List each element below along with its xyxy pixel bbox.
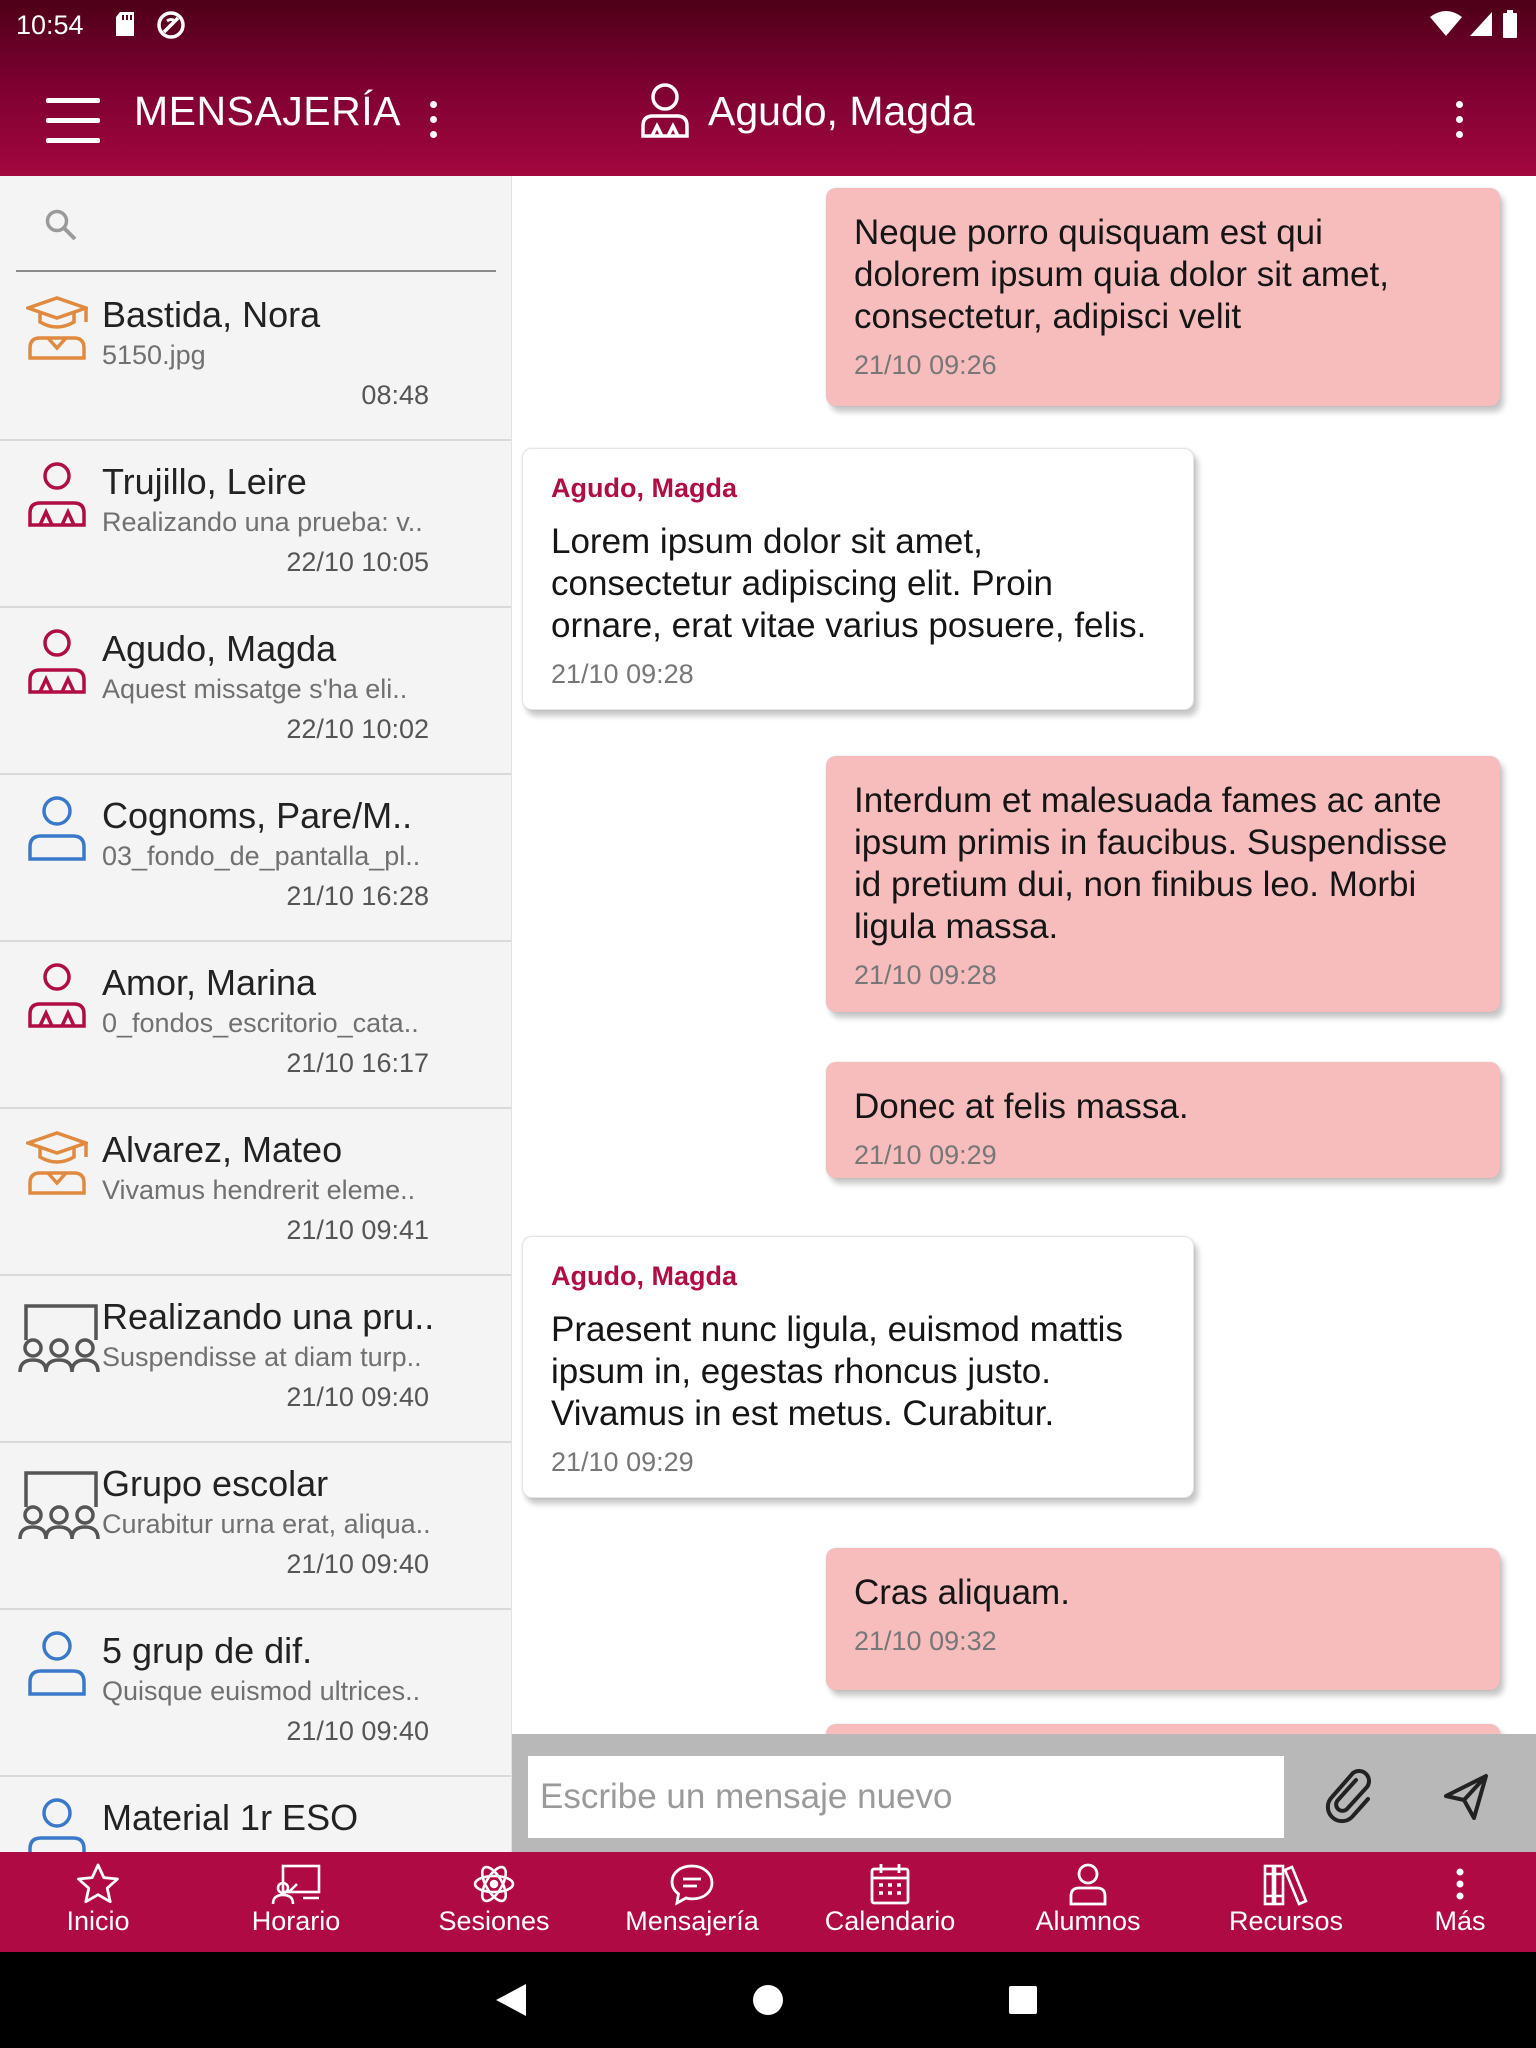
status-bar	[0, 0, 1536, 50]
sd-card-icon	[114, 11, 136, 42]
message-text: Neque porro quisquam est qui dolorem ipsum quia dolor sit amet, consectetur, adipisci velit	[854, 213, 1389, 336]
conversation-name: Alvarez, Mateo	[102, 1129, 343, 1170]
message-text: Cras aliquam.	[854, 1573, 1070, 1612]
parent-icon	[26, 1630, 88, 1701]
send-button[interactable]	[1426, 1756, 1506, 1836]
message-time: 21/10 09:29	[551, 1447, 694, 1477]
message-bubble-outgoing[interactable]	[826, 1062, 1500, 1178]
status-icons	[1430, 10, 1518, 43]
search-icon	[44, 208, 78, 247]
conversation-preview: Quisque euismod ultrices..	[102, 1676, 421, 1706]
conversation-name: Bastida, Nora	[102, 294, 321, 335]
conversation-name: Realizando una pru..	[102, 1296, 435, 1337]
conversation-time: 21/10 09:40	[286, 1382, 429, 1412]
conversation-item[interactable]	[0, 775, 512, 942]
nav-label: Recursos	[1228, 1906, 1344, 1936]
conversation-name: Cognoms, Pare/M..	[102, 795, 413, 836]
send-icon	[1426, 1823, 1506, 1840]
conversation-name: Amor, Marina	[102, 962, 317, 1003]
person-icon	[1068, 1862, 1108, 1906]
conversation-time: 21/10 09:40	[286, 1716, 429, 1746]
parent-icon	[26, 795, 88, 866]
conversation-preview: Vivamus hendrerit eleme..	[102, 1175, 416, 1205]
group-icon	[18, 1300, 100, 1381]
recents-icon[interactable]	[1008, 1985, 1038, 2020]
conversation-item[interactable]	[0, 1777, 512, 1852]
chat-more-options-button[interactable]	[1453, 101, 1465, 141]
menu-button[interactable]	[46, 98, 102, 144]
message-text: Interdum et malesuada fames ac ante ipsum primis in faucibus. Suspendisse id pretium dui, non finibus leo. Morbi ligula massa.	[854, 781, 1448, 946]
conversation-preview: Curabitur urna erat, aliqua..	[102, 1509, 431, 1539]
teacher-icon	[26, 962, 88, 1033]
battery-icon	[1502, 10, 1518, 43]
nav-label: Sesiones	[438, 1906, 550, 1936]
conversation-name: Agudo, Magda	[102, 628, 337, 669]
conversation-item[interactable]	[0, 608, 512, 775]
conversation-item[interactable]	[0, 274, 512, 441]
conversation-time: 21/10 09:40	[286, 1549, 429, 1579]
nav-label: Inicio	[66, 1906, 130, 1936]
wifi-icon	[1430, 11, 1462, 42]
app-more-options-button[interactable]	[427, 101, 439, 141]
status-time: 10:54	[16, 10, 84, 40]
conversation-time: 22/10 10:02	[286, 714, 429, 744]
conversation-item[interactable]	[0, 1610, 512, 1777]
message-bubble-partial	[826, 1724, 1500, 1734]
message-bubble-outgoing[interactable]	[826, 1548, 1500, 1690]
conversation-preview: 5150.jpg	[102, 340, 206, 370]
calendar-icon	[869, 1862, 911, 1906]
nav-item-calendario[interactable]	[800, 1852, 980, 1952]
teacher-icon	[26, 628, 88, 699]
nav-label: Horario	[251, 1906, 341, 1936]
message-time: 21/10 09:26	[854, 350, 997, 380]
more-icon	[1455, 1862, 1465, 1906]
books-icon	[1262, 1862, 1310, 1906]
conversation-item[interactable]	[0, 942, 512, 1109]
message-time: 21/10 09:28	[551, 659, 694, 689]
message-time: 21/10 09:32	[854, 1626, 997, 1656]
student-icon	[26, 1129, 88, 1200]
attach-button[interactable]	[1308, 1756, 1388, 1836]
message-bubble-incoming[interactable]	[522, 448, 1194, 710]
message-time: 21/10 09:28	[854, 960, 997, 990]
atom-icon	[472, 1862, 516, 1906]
nav-item-m-s[interactable]	[1370, 1852, 1536, 1952]
conversation-item[interactable]	[0, 441, 512, 608]
nav-label: Más	[1434, 1906, 1486, 1936]
conversation-item[interactable]	[0, 1443, 512, 1610]
conversation-time: 21/10 16:17	[286, 1048, 429, 1078]
signal-icon	[1470, 11, 1494, 42]
conversation-name: 5 grup de dif.	[102, 1630, 313, 1671]
nav-item-horario[interactable]	[206, 1852, 386, 1952]
chat-contact-name[interactable]: Agudo, Magda	[708, 88, 975, 134]
nav-item-alumnos[interactable]	[998, 1852, 1178, 1952]
nav-item-recursos[interactable]	[1196, 1852, 1376, 1952]
message-text: Donec at felis massa.	[854, 1087, 1189, 1126]
schedule-icon	[269, 1862, 323, 1906]
message-text: Lorem ipsum dolor sit amet, consectetur adipiscing elit. Proin ornare, erat vitae varius posuere, felis.	[551, 522, 1147, 645]
message-bubble-outgoing[interactable]	[826, 188, 1500, 406]
chat-icon	[669, 1862, 715, 1906]
conversation-time: 21/10 09:41	[286, 1215, 429, 1245]
group-icon	[18, 1467, 100, 1548]
conversation-preview: 03_fondo_de_pantalla_pl..	[102, 841, 421, 871]
nav-label: Calendario	[824, 1906, 956, 1936]
back-icon[interactable]	[494, 1982, 528, 2023]
teacher-icon	[26, 461, 88, 532]
star-icon	[76, 1862, 120, 1906]
conversation-time: 21/10 16:28	[286, 881, 429, 911]
message-bubble-incoming[interactable]	[522, 1236, 1194, 1498]
conversation-item[interactable]	[0, 1109, 512, 1276]
conversation-preview: 0_fondos_escritorio_cata..	[102, 1008, 419, 1038]
conversation-name: Material 1r ESO	[102, 1797, 359, 1838]
nav-item-sesiones[interactable]	[404, 1852, 584, 1952]
message-text: Praesent nunc ligula, euismod mattis ipsum in, egestas rhoncus justo. Vivamus in est metus. Curabitur.	[551, 1310, 1123, 1433]
conversation-name: Grupo escolar	[102, 1463, 329, 1504]
conversation-list-panel	[0, 176, 512, 1852]
nav-item-mensajer-a[interactable]	[602, 1852, 782, 1952]
nav-item-inicio[interactable]	[8, 1852, 188, 1952]
app-header	[0, 0, 1536, 176]
conversation-preview: Suspendisse at diam turp..	[102, 1342, 422, 1372]
conversation-item[interactable]	[0, 1276, 512, 1443]
message-sender: Agudo, Magda	[551, 473, 737, 503]
conversation-preview: Realizando una prueba: v..	[102, 507, 423, 537]
compose-bar	[512, 1734, 1536, 1852]
do-not-disturb-icon	[156, 10, 186, 45]
nav-label: Mensajería	[625, 1906, 759, 1936]
nav-label: Alumnos	[1035, 1906, 1141, 1936]
chat-messages-panel[interactable]	[512, 176, 1536, 1734]
conversation-time: 08:48	[361, 380, 429, 410]
parent-icon	[26, 1797, 88, 1852]
bottom-navigation	[0, 1852, 1536, 1952]
message-input[interactable]	[528, 1756, 1284, 1838]
teacher-icon	[640, 82, 690, 143]
conversation-time: 22/10 10:05	[286, 547, 429, 577]
conversation-preview: Aquest missatge s'ha eli..	[102, 674, 408, 704]
home-icon[interactable]	[752, 1984, 784, 2021]
system-navigation-bar	[0, 1952, 1536, 2048]
search-bar	[16, 176, 496, 272]
message-sender: Agudo, Magda	[551, 1261, 737, 1291]
conversation-name: Trujillo, Leire	[102, 461, 307, 502]
paperclip-icon	[1308, 1823, 1388, 1840]
message-time: 21/10 09:29	[854, 1140, 997, 1170]
student-icon	[26, 294, 88, 365]
search-input[interactable]	[90, 200, 480, 252]
message-bubble-outgoing[interactable]	[826, 756, 1500, 1012]
app-title: MENSAJERÍA	[134, 88, 401, 134]
